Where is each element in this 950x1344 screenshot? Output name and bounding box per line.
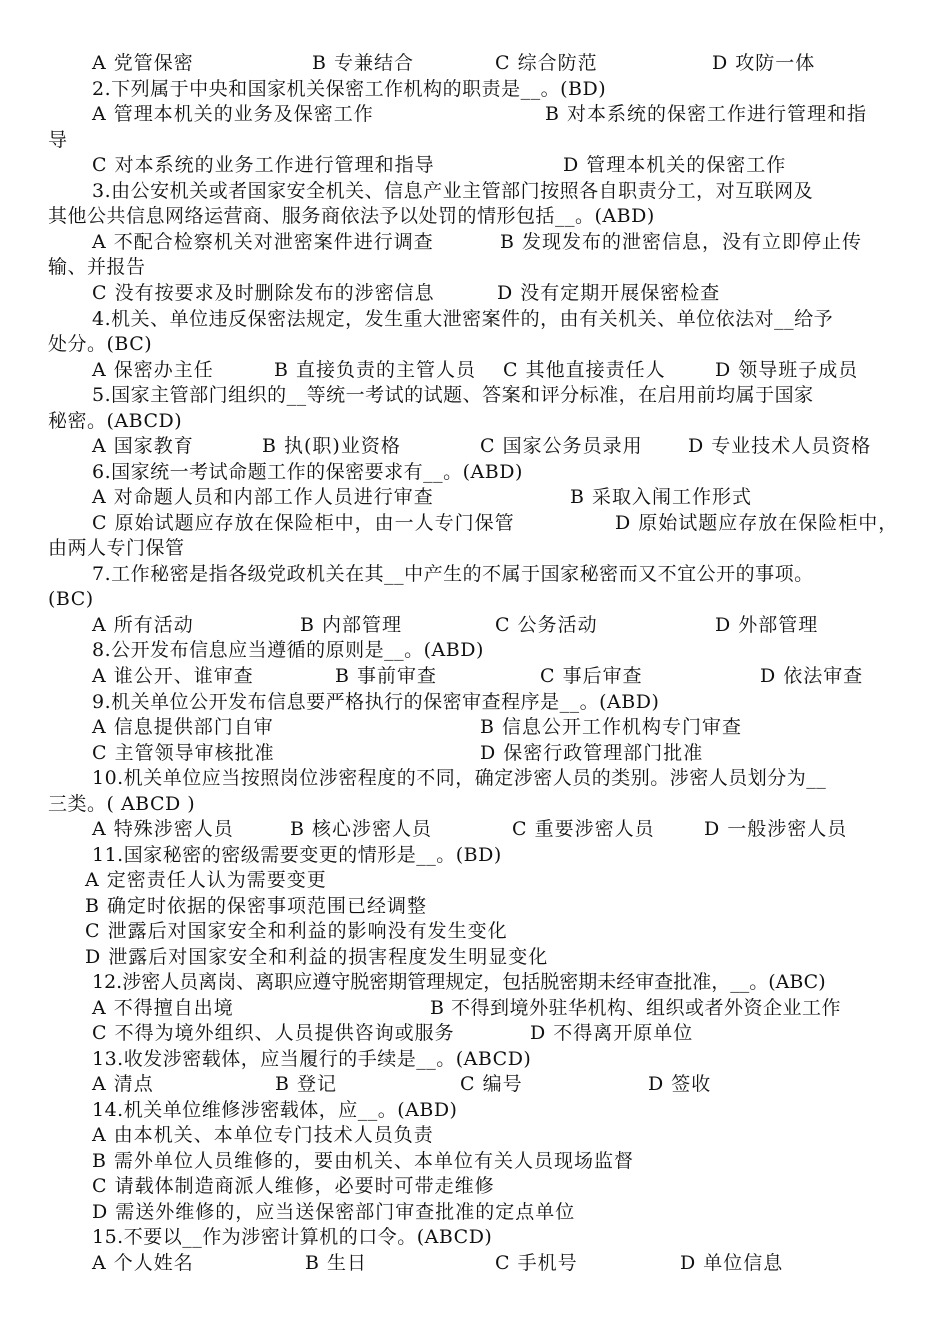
- q9-option-b: B 信息公开工作机构专门审查: [480, 716, 743, 738]
- q7-option-d: D 外部管理: [715, 614, 819, 636]
- q4-stem-line2: 处分。(BC): [48, 333, 153, 355]
- q7-stem-line1: 7.工作秘密是指各级党政机关在其__中产生的不属于国家秘密而又不宜公开的事项。: [92, 563, 814, 585]
- q12-option-b: B 不得到境外驻华机构、组织或者外资企业工作: [430, 997, 842, 1019]
- q13-option-a: A 清点: [92, 1073, 154, 1095]
- q6-option-c: C 原始试题应存放在保险柜中，由一人专门保管: [92, 512, 515, 534]
- q11-option-d: D 泄露后对国家安全和利益的损害程度发生明显变化: [85, 946, 549, 968]
- q6-option-b: B 采取入闱工作形式: [570, 486, 753, 508]
- q10-stem-line1: 10.机关单位应当按照岗位涉密程度的不同，确定涉密人员的类别。涉密人员划分为__: [92, 767, 827, 789]
- q10-option-c: C 重要涉密人员: [512, 818, 655, 840]
- q12-stem: 12.涉密人员离岗、离职应遵守脱密期管理规定，包括脱密期未经审查批准，__。(ABC): [92, 971, 826, 993]
- q3-option-b: B 发现发布的泄密信息，没有立即停止传: [500, 231, 863, 253]
- q9-option-d: D 保密行政管理部门批准: [480, 742, 704, 764]
- q6-option-d: D 原始试题应存放在保险柜中，: [615, 512, 899, 534]
- q1-option-b: B 专兼结合: [312, 52, 415, 74]
- q13-option-c: C 编号: [460, 1073, 523, 1095]
- q2-option-d: D 管理本机关的保密工作: [563, 154, 787, 176]
- q4-option-b: B 直接负责的主管人员: [274, 359, 477, 381]
- q2-option-b-cont: 导: [48, 129, 68, 151]
- q15-option-b: B 生日: [305, 1252, 368, 1274]
- q3-option-c: C 没有按要求及时删除发布的涉密信息: [92, 282, 435, 304]
- q6-stem: 6.国家统一考试命题工作的保密要求有__。(ABD): [92, 461, 523, 483]
- q15-option-d: D 单位信息: [680, 1252, 784, 1274]
- q14-stem: 14.机关单位维修涉密载体，应__。(ABD): [92, 1099, 458, 1121]
- q5-option-a: A 国家教育: [92, 435, 194, 457]
- q8-stem: 8.公开发布信息应当遵循的原则是__。(ABD): [92, 639, 484, 661]
- q5-option-d: D 专业技术人员资格: [688, 435, 872, 457]
- q6-option-a: A 对命题人员和内部工作人员进行审查: [92, 486, 434, 508]
- q1-option-c: C 综合防范: [495, 52, 598, 74]
- q11-stem: 11.国家秘密的密级需要变更的情形是__。(BD): [92, 844, 502, 866]
- q15-stem: 15.不要以__作为涉密计算机的口令。(ABCD): [92, 1226, 493, 1248]
- q4-option-c: C 其他直接责任人: [503, 359, 666, 381]
- q12-option-c: C 不得为境外组织、人员提供咨询或服务: [92, 1022, 455, 1044]
- q15-option-c: C 手机号: [495, 1252, 578, 1274]
- q5-option-c: C 国家公务员录用: [480, 435, 643, 457]
- q3-stem-line1: 3.由公安机关或者国家安全机关、信息产业主管部门按照各自职责分工，对互联网及: [92, 180, 814, 202]
- q3-option-a: A 不配合检察机关对泄密案件进行调查: [92, 231, 434, 253]
- q10-option-b: B 核心涉密人员: [290, 818, 433, 840]
- q9-stem: 9.机关单位公开发布信息要严格执行的保密审查程序是__。(ABD): [92, 691, 660, 713]
- q5-stem-line2: 秘密。(ABCD): [48, 410, 183, 432]
- q9-option-c: C 主管领导审核批准: [92, 742, 275, 764]
- q8-option-c: C 事后审查: [540, 665, 643, 687]
- q11-option-b: B 确定时依据的保密事项范围已经调整: [85, 895, 428, 917]
- q3-stem-line2: 其他公共信息网络运营商、服务商依法予以处罚的情形包括__。(ABD): [48, 205, 655, 227]
- q2-option-c: C 对本系统的业务工作进行管理和指导: [92, 154, 435, 176]
- q1-option-a: A 党管保密: [92, 52, 194, 74]
- q5-stem-line1: 5.国家主管部门组织的__等统一考试的试题、答案和评分标准，在启用前均属于国家: [92, 384, 814, 406]
- q4-option-d: D 领导班子成员: [715, 359, 859, 381]
- q7-stem-line2: (BC): [48, 588, 94, 610]
- q11-option-a: A 定密责任人认为需要变更: [85, 869, 327, 891]
- q14-option-c: C 请载体制造商派人维修，必要时可带走维修: [92, 1175, 495, 1197]
- q14-option-b: B 需外单位人员维修的，要由机关、本单位有关人员现场监督: [92, 1150, 635, 1172]
- q2-option-b: B 对本系统的保密工作进行管理和指: [545, 103, 868, 125]
- q10-stem-line2: 三类。( ABCD ): [48, 793, 196, 815]
- q10-option-d: D 一般涉密人员: [704, 818, 848, 840]
- q8-option-d: D 依法审查: [760, 665, 864, 687]
- q13-option-b: B 登记: [275, 1073, 338, 1095]
- q4-option-a: A 保密办主任: [92, 359, 214, 381]
- q7-option-a: A 所有活动: [92, 614, 194, 636]
- q7-option-b: B 内部管理: [300, 614, 403, 636]
- q14-option-d: D 需送外维修的，应当送保密部门审查批准的定点单位: [92, 1201, 576, 1223]
- q3-option-b-cont: 输、并报告: [48, 256, 146, 278]
- q8-option-b: B 事前审查: [335, 665, 438, 687]
- q2-option-a: A 管理本机关的业务及保密工作: [92, 103, 374, 125]
- q2-stem: 2.下列属于中央和国家机关保密工作机构的职责是__。(BD): [92, 78, 607, 100]
- q11-option-c: C 泄露后对国家安全和利益的影响没有发生变化: [85, 920, 508, 942]
- q13-stem: 13.收发涉密载体，应当履行的手续是__。(ABCD): [92, 1048, 532, 1070]
- q5-option-b: B 执(职)业资格: [262, 435, 401, 457]
- q3-option-d: D 没有定期开展保密检查: [497, 282, 721, 304]
- q15-option-a: A 个人姓名: [92, 1252, 194, 1274]
- q10-option-a: A 特殊涉密人员: [92, 818, 234, 840]
- q6-option-d-cont: 由两人专门保管: [48, 537, 185, 559]
- q7-option-c: C 公务活动: [495, 614, 598, 636]
- q9-option-a: A 信息提供部门自审: [92, 716, 274, 738]
- q4-stem-line1: 4.机关、单位违反保密法规定，发生重大泄密案件的，由有关机关、单位依法对__给予: [92, 308, 834, 330]
- q1-option-d: D 攻防一体: [712, 52, 816, 74]
- q12-option-a: A 不得擅自出境: [92, 997, 234, 1019]
- q8-option-a: A 谁公开、谁审查: [92, 665, 254, 687]
- q13-option-d: D 签收: [648, 1073, 712, 1095]
- q12-option-d: D 不得离开原单位: [530, 1022, 694, 1044]
- q14-option-a: A 由本机关、本单位专门技术人员负责: [92, 1124, 434, 1146]
